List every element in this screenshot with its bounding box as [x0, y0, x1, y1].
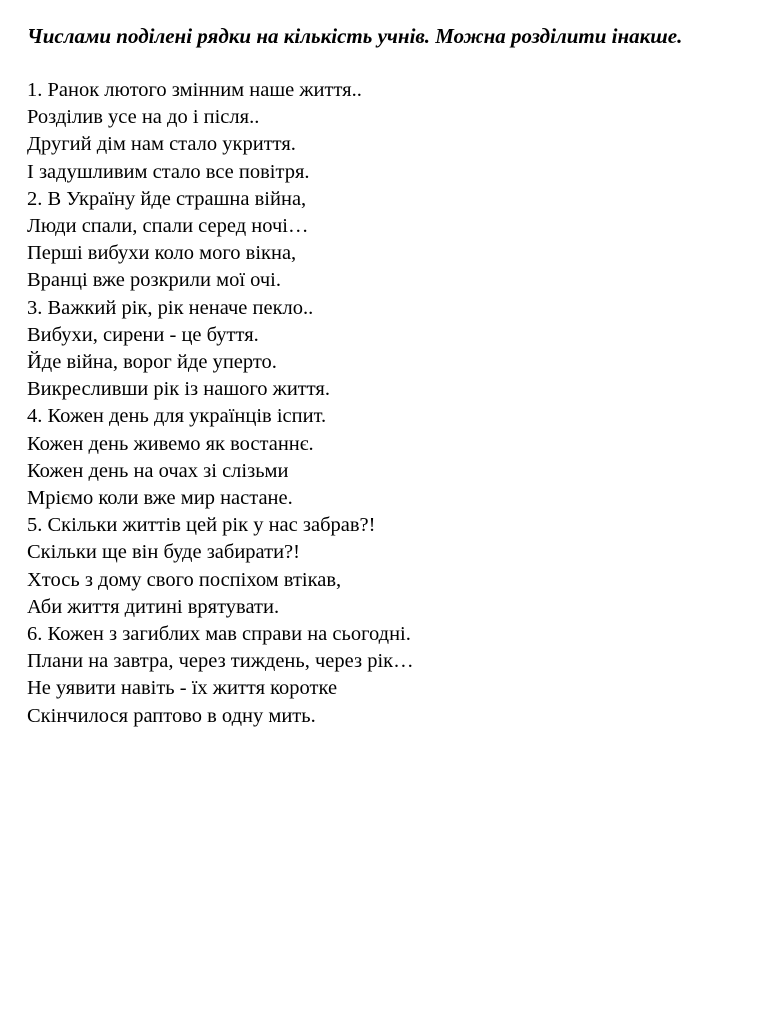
poem-line: 2. В Україну йде страшна війна, [27, 187, 307, 210]
poem-line: 4. Кожен день для українців іспит. [27, 405, 327, 428]
poem-line: Люди спали, спали серед ночі… [27, 215, 309, 238]
poem-line: 5. Скільки життів цей рік у нас забрав?! [27, 514, 376, 537]
poem-line: Скінчилося раптово в одну мить. [27, 704, 316, 727]
poem-line: Аби життя дитині врятувати. [27, 595, 280, 618]
poem-line: Плани на завтра, через тиждень, через рік… [27, 650, 414, 673]
poem-line: Йде війна, ворог йде уперто. [27, 351, 277, 374]
poem-line: Вибухи, сирени - це буття. [27, 323, 259, 346]
poem-line: Хтось з дому свого поспіхом втікав, [27, 568, 342, 591]
poem [27, 77, 748, 730]
poem-line: Не уявити навіть - їх життя коротке [27, 677, 338, 700]
poem-line: Викресливши рік із нашого життя. [27, 378, 330, 401]
poem-line: Кожен день на очах зі слізьми [27, 459, 289, 482]
poem-line: Розділив усе на до і після.. [27, 106, 260, 129]
poem-line: І задушливим стало все повітря. [27, 160, 310, 183]
document-page [27, 23, 748, 730]
poem-line: Кожен день живемо як востаннє. [27, 432, 314, 455]
poem-line: 3. Важкий рік, рік неначе пекло.. [27, 296, 314, 319]
poem-line: 1. Ранок лютого змінним наше життя.. [27, 79, 362, 101]
poem-line: Перші вибухи коло мого вікна, [27, 242, 297, 265]
instruction-heading: Числами поділені рядки на кількість учнів. Можна розділити інакше. [27, 24, 683, 48]
poem-line: Мріємо коли вже мир настане. [27, 487, 293, 510]
poem-line: 6. Кожен з загиблих мав справи на сьогодні. [27, 623, 411, 646]
poem-line: Другий дім нам стало укриття. [27, 133, 296, 156]
poem-line: Скільки ще він буде забирати?! [27, 541, 300, 564]
poem-line: Вранці вже розкрили мої очі. [27, 269, 281, 292]
